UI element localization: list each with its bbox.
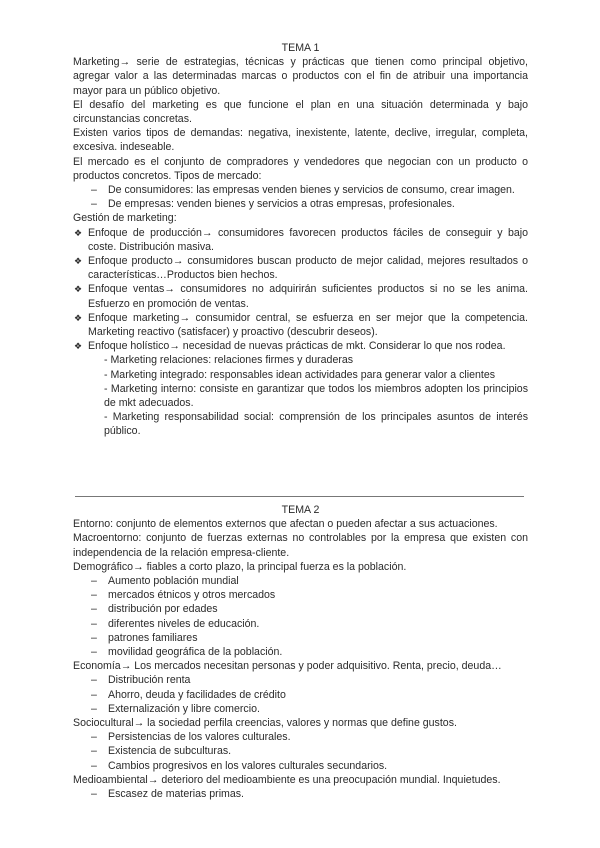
list-item: – Externalización y libre comercio. — [73, 702, 528, 716]
section-title: TEMA 2 — [281, 504, 320, 516]
list-item: – Existencia de subculturas. — [73, 744, 528, 758]
paragraph: Demográfico→ fiables a corto plazo, la principal fuerza es la población. — [73, 560, 407, 573]
list-item: – patrones familiares — [73, 631, 528, 645]
list-item: ❖ Enfoque ventas→ consumidores no adquirirán suficientes productos si no se les anima. Esfuerzo en promoción de ventas. — [73, 282, 528, 310]
paragraph: Medioambiental→ deterioro del medioambiente es una preocupación mundial. Inquietudes. — [73, 773, 501, 786]
section-divider — [75, 496, 524, 497]
list-item: ❖ Enfoque marketing→ consumidor central, se esfuerza en ser mejor que la competencia. Marketing reactivo (satisfacer) y proactivo (descubrir deseos). — [73, 311, 528, 339]
paragraph: Marketing→ serie de estrategias, técnicas y prácticas que tienen como principal objetivo, agregar valor a las determinadas marcas o productos con el fin de atribuir una importancia mayor para un público objetivo. — [73, 56, 528, 97]
list-item: – distribución por edades — [73, 602, 528, 616]
list-item: – Escasez de materias primas. — [73, 787, 528, 801]
paragraph: El mercado es el conjunto de compradores y vendedores que negocian con un producto o productos concretos. Tipos de mercado: — [73, 155, 528, 182]
paragraph: Sociocultural→ la sociedad perfila creencias, valores y normas que define gustos. — [73, 717, 457, 730]
tema-2-section — [73, 503, 528, 801]
paragraph: Economía→ Los mercados necesitan personas y poder adquisitivo. Renta, precio, deuda… — [73, 660, 502, 673]
paragraph: Existen varios tipos de demandas: negativa, inexistente, latente, declive, irregular, completa, excesiva. indeseable. — [73, 127, 528, 154]
list-item: – Aumento población mundial — [73, 574, 528, 588]
list-item: – Ahorro, deuda y facilidades de crédito — [73, 688, 528, 702]
list-item: – Cambios progresivos en los valores culturales secundarios. — [73, 759, 528, 773]
list-item: ❖ Enfoque holístico→ necesidad de nuevas prácticas de mkt. Considerar lo que nos rodea. — [73, 339, 528, 353]
list-item: – De consumidores: las empresas venden bienes y servicios de consumo, crear imagen. — [73, 183, 528, 197]
paragraph: El desafío del marketing es que funcione el plan en una situación determinada y bajo circunstancias concretas. — [73, 98, 528, 126]
list-item: ❖ Enfoque producto→ consumidores buscan producto de mejor calidad, mejores resultados o características…Productos bien hechos. — [73, 254, 528, 282]
list-item: – Persistencias de los valores culturales. — [73, 730, 528, 744]
paragraph: Macroentorno: conjunto de fuerzas externas no controlables por la empresa que existen con independencia de la relación empresa-cliente. — [73, 532, 528, 559]
tema-1-section — [73, 41, 528, 439]
section-title: TEMA 1 — [281, 42, 320, 54]
paragraph: Entorno: conjunto de elementos externos que afectan o pueden afectar a sus actuaciones. — [73, 518, 498, 531]
list-item: – diferentes niveles de educación. — [73, 617, 528, 631]
list-item: – mercados étnicos y otros mercados — [73, 588, 528, 602]
list-item: – movilidad geográfica de la población. — [73, 645, 528, 659]
sub-list-item: - Marketing relaciones: relaciones firmes y duraderas — [104, 354, 354, 367]
paragraph: Gestión de marketing: — [73, 212, 177, 225]
list-item: ❖ Enfoque de producción→ consumidores favorecen productos fáciles de conseguir y bajo coste. Distribución masiva. — [73, 226, 528, 254]
list-item: – Distribución renta — [73, 673, 528, 687]
list-item: – De empresas: venden bienes y servicios a otras empresas, profesionales. — [73, 197, 528, 211]
sub-list-item: - Marketing integrado: responsables idean actividades para generar valor a clientes — [104, 368, 496, 381]
sub-list-item: - Marketing responsabilidad social: comprensión de los principales asuntos de interés público. — [104, 411, 528, 438]
sub-list-item: - Marketing interno: consiste en garantizar que todos los miembros adopten los principios de mkt adecuados. — [104, 382, 528, 410]
